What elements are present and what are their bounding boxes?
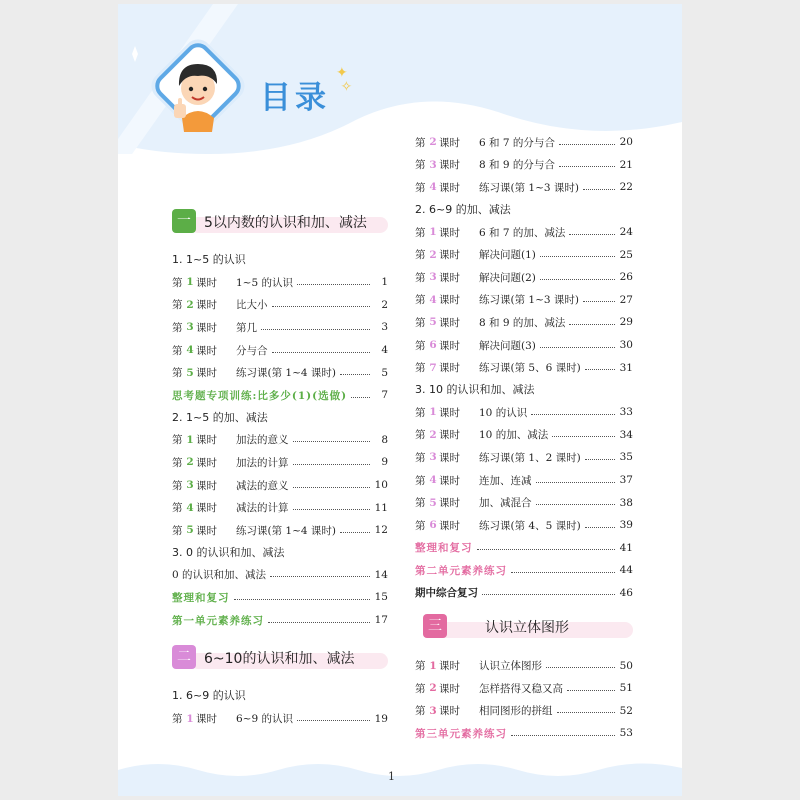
- lesson-number: 2: [429, 428, 437, 441]
- lesson-prefix: 第: [415, 339, 426, 352]
- lesson-row[interactable]: [415, 424, 633, 447]
- lesson-suffix: 课时: [439, 294, 460, 307]
- page-ref: 38: [619, 496, 633, 509]
- lesson-number: 6: [429, 339, 437, 352]
- leader-dots: [297, 720, 370, 721]
- section-heading: 3. 10 的认识和加、减法: [415, 382, 535, 396]
- page-ref: 51: [619, 682, 633, 695]
- page-ref: 24: [619, 226, 633, 239]
- lesson-title: 10 的加、减法: [479, 429, 549, 442]
- lesson-suffix: 课时: [196, 367, 217, 380]
- leader-dots: [557, 712, 616, 713]
- lesson-prefix: 第: [415, 271, 426, 284]
- page-ref: 11: [374, 501, 388, 514]
- unit-3-heading[interactable]: [415, 614, 633, 644]
- lesson-suffix: 课时: [439, 429, 460, 442]
- lesson-title: 1~5 的认识: [236, 276, 293, 289]
- unit-1-heading[interactable]: [172, 209, 388, 239]
- lesson-row[interactable]: [172, 451, 388, 474]
- page-ref: 2: [381, 298, 388, 311]
- lesson-row[interactable]: [415, 311, 633, 334]
- lesson-title: 6~9 的认识: [236, 713, 293, 726]
- lesson-number: 3: [186, 321, 194, 334]
- lesson-suffix: 课时: [439, 497, 460, 510]
- lesson-prefix: 第: [172, 434, 183, 447]
- page-ref: 8: [381, 433, 388, 446]
- lesson-title: 解决问题(1): [479, 249, 536, 262]
- unit-2-title: 6~10的认识和加、减法: [204, 651, 355, 668]
- lesson-suffix: 课时: [439, 519, 460, 532]
- lesson-number: 6: [429, 519, 437, 532]
- leader-dots: [272, 306, 371, 307]
- lesson-title: 相同图形的拼组: [479, 705, 553, 718]
- lesson-prefix: 第: [415, 705, 426, 718]
- page-ref: 30: [619, 339, 633, 352]
- lesson-row[interactable]: [415, 469, 633, 492]
- lesson-suffix: 课时: [196, 276, 217, 289]
- leader-dots: [272, 352, 371, 353]
- lesson-title: 练习课(第 1~4 课时): [236, 367, 337, 380]
- lesson-number: 3: [429, 451, 437, 464]
- lesson-prefix: 第: [415, 660, 426, 673]
- lesson-row[interactable]: [415, 446, 633, 469]
- page-ref: 50: [619, 659, 633, 672]
- lesson-suffix: 课时: [439, 249, 460, 262]
- lesson-row[interactable]: [415, 699, 633, 722]
- lesson-prefix: 第: [172, 299, 183, 312]
- page-ref: 29: [619, 316, 633, 329]
- lesson-prefix: 第: [172, 713, 183, 726]
- lesson-suffix: 课时: [439, 226, 460, 239]
- page-ref: 34: [619, 428, 633, 441]
- leader-dots: [293, 509, 371, 510]
- lesson-title: 解决问题(2): [479, 271, 536, 284]
- page-title: 目录: [260, 80, 330, 116]
- toc-entry[interactable]: 思考题专项训练:比多少(1)(选做) 7: [172, 389, 388, 402]
- lesson-prefix: 第: [415, 316, 426, 329]
- lesson-row[interactable]: [415, 654, 633, 677]
- page-ref: 22: [619, 181, 633, 194]
- boy-thumbs-up-icon: [138, 26, 258, 146]
- lesson-prefix: 第: [415, 249, 426, 262]
- lesson-prefix: 第: [415, 474, 426, 487]
- leader-dots: [567, 690, 615, 691]
- footer-decoration: [118, 756, 682, 796]
- lesson-title: 练习课(第 4、5 课时): [479, 519, 581, 532]
- toc-entry[interactable]: 整理和复习 41: [415, 541, 633, 555]
- lesson-number: 4: [429, 293, 437, 306]
- toc-column-left: [172, 209, 388, 730]
- lesson-number: 5: [429, 496, 437, 509]
- section-heading: 3. 0 的认识和加、减法: [172, 545, 285, 559]
- lesson-suffix: 课时: [439, 406, 460, 419]
- lesson-number: 3: [429, 158, 437, 171]
- lesson-suffix: 课时: [439, 474, 460, 487]
- lesson-title: 连加、连减: [479, 474, 532, 487]
- lesson-prefix: 第: [415, 497, 426, 510]
- lesson-row[interactable]: [415, 221, 633, 244]
- lesson-title: 怎样搭得又稳又高: [479, 682, 563, 695]
- lesson-title: 练习课(第 1~3 课时): [479, 181, 580, 194]
- lesson-prefix: 第: [415, 451, 426, 464]
- leader-dots: [261, 329, 370, 330]
- lesson-row[interactable]: [415, 243, 633, 266]
- lesson-row[interactable]: [172, 316, 388, 339]
- lesson-prefix: 第: [415, 406, 426, 419]
- unit-1-number: 一: [172, 209, 196, 233]
- leader-dots: [540, 279, 615, 280]
- toc-entry[interactable]: 第一单元素养练习 17: [172, 614, 388, 627]
- lesson-title: 6 和 7 的分与合: [479, 136, 555, 149]
- lesson-title: 分与合: [236, 344, 268, 357]
- lesson-prefix: 第: [415, 429, 426, 442]
- lesson-row[interactable]: [172, 429, 388, 452]
- lesson-number: 2: [429, 136, 437, 149]
- lesson-title: 8 和 9 的分与合: [479, 159, 555, 172]
- sparkle-icon: ✦ ✧: [336, 65, 353, 95]
- lesson-number: 3: [429, 271, 437, 284]
- lesson-row[interactable]: [172, 294, 388, 317]
- page-ref: 27: [619, 293, 633, 306]
- page-ref: 19: [374, 712, 388, 725]
- leader-dots: [340, 532, 370, 533]
- lesson-row[interactable]: [415, 266, 633, 289]
- page-ref: 21: [619, 158, 633, 171]
- lesson-row[interactable]: [415, 491, 633, 514]
- leader-dots: [583, 189, 615, 190]
- leader-dots: [540, 256, 615, 257]
- leader-dots: [293, 441, 371, 442]
- lesson-title: 10 的认识: [479, 406, 528, 419]
- lesson-row[interactable]: [415, 356, 633, 379]
- lesson-title: 加法的计算: [236, 456, 289, 469]
- lesson-prefix: 第: [172, 367, 183, 380]
- page-ref: 20: [619, 136, 633, 149]
- lesson-suffix: 课时: [439, 682, 460, 695]
- lesson-title: 6 和 7 的加、减法: [479, 226, 566, 239]
- leader-dots: [293, 464, 371, 465]
- lesson-prefix: 第: [415, 294, 426, 307]
- leader-dots: [559, 144, 615, 145]
- lesson-title: 认识立体图形: [479, 660, 542, 673]
- lesson-suffix: 课时: [196, 434, 217, 447]
- lesson-row[interactable]: [415, 154, 633, 177]
- lesson-prefix: 第: [172, 276, 183, 289]
- unit-1-title: 5以内数的认识和加、减法: [204, 215, 367, 231]
- lesson-row[interactable]: [172, 474, 388, 497]
- page-ref: 39: [619, 519, 633, 532]
- leader-dots: [585, 369, 615, 370]
- leader-dots: [585, 527, 615, 528]
- leader-dots: [531, 414, 615, 415]
- lesson-suffix: 课时: [196, 502, 217, 515]
- leader-dots: [559, 166, 615, 167]
- lesson-suffix: 课时: [439, 316, 460, 329]
- page-ref: 31: [619, 361, 633, 374]
- lesson-suffix: 课时: [439, 339, 460, 352]
- lesson-title: 比大小: [236, 299, 268, 312]
- lesson-suffix: 课时: [196, 299, 217, 312]
- lesson-title: 练习课(第 1、2 课时): [479, 451, 581, 464]
- page-ref: 1: [381, 276, 388, 289]
- section-heading: 2. 1~5 的加、减法: [172, 410, 268, 424]
- lesson-title: 减法的计算: [236, 502, 289, 515]
- section-heading: 2. 6~9 的加、减法: [415, 202, 511, 216]
- toc-entry[interactable]: 第二单元素养练习 44: [415, 564, 633, 577]
- leader-dots: [546, 667, 615, 668]
- lesson-row[interactable]: [172, 496, 388, 519]
- lesson-prefix: 第: [172, 456, 183, 469]
- lesson-number: 3: [186, 479, 194, 492]
- lesson-prefix: 第: [415, 362, 426, 375]
- lesson-title: 练习课(第 1~4 课时): [236, 524, 337, 537]
- lesson-suffix: 课时: [439, 271, 460, 284]
- lesson-row[interactable]: [415, 131, 633, 154]
- unit-3-title: 认识立体图形: [485, 620, 569, 637]
- lesson-prefix: 第: [172, 479, 183, 492]
- toc-entry[interactable]: 0 的认识和加、减法 14: [172, 568, 388, 582]
- lesson-suffix: 课时: [439, 705, 460, 718]
- page-ref: 35: [619, 451, 633, 464]
- page-ref: 26: [619, 271, 633, 284]
- page-ref: 12: [374, 524, 388, 537]
- lesson-number: 4: [186, 344, 194, 357]
- lesson-suffix: 课时: [439, 159, 460, 172]
- page-ref: 10: [374, 479, 388, 492]
- leader-dots: [552, 436, 615, 437]
- leader-dots: [569, 324, 615, 325]
- leader-dots: [583, 301, 615, 302]
- lesson-row[interactable]: [415, 677, 633, 700]
- page-ref: 5: [381, 366, 388, 379]
- page-ref: 3: [381, 321, 388, 334]
- section-heading: 1. 6~9 的认识: [172, 689, 246, 703]
- lesson-row[interactable]: [172, 361, 388, 384]
- lesson-prefix: 第: [415, 682, 426, 695]
- lesson-number: 4: [429, 181, 437, 194]
- lesson-title: 减法的意义: [236, 479, 289, 492]
- lesson-title: 练习课(第 5、6 课时): [479, 362, 581, 375]
- lesson-number: 2: [429, 248, 437, 261]
- lesson-row[interactable]: [415, 176, 633, 199]
- lesson-prefix: 第: [415, 181, 426, 194]
- lesson-suffix: 课时: [439, 362, 460, 375]
- lesson-suffix: 课时: [196, 321, 217, 334]
- lesson-suffix: 课时: [439, 136, 460, 149]
- lesson-title: 加法的意义: [236, 434, 289, 447]
- lesson-suffix: 课时: [196, 524, 217, 537]
- leader-dots: [297, 284, 370, 285]
- page-ref: 52: [619, 704, 633, 717]
- lesson-suffix: 课时: [196, 479, 217, 492]
- lesson-row[interactable]: [415, 334, 633, 357]
- leader-dots: [585, 459, 615, 460]
- lesson-number: 4: [186, 501, 194, 514]
- lesson-row[interactable]: [415, 514, 633, 537]
- lesson-prefix: 第: [415, 136, 426, 149]
- toc-page: [118, 4, 682, 796]
- lesson-number: 1: [429, 406, 437, 419]
- toc-column-right: [415, 131, 633, 745]
- lesson-title: 解决问题(3): [479, 339, 536, 352]
- page-ref: 37: [619, 474, 633, 487]
- lesson-suffix: 课时: [439, 181, 460, 194]
- lesson-title: 练习课(第 1~3 课时): [479, 294, 580, 307]
- lesson-row[interactable]: [172, 519, 388, 542]
- leader-dots: [293, 487, 371, 488]
- lesson-prefix: 第: [415, 226, 426, 239]
- lesson-suffix: 课时: [439, 451, 460, 464]
- lesson-number: 1: [186, 433, 194, 446]
- lesson-number: 1: [429, 226, 437, 239]
- section-heading: 1. 1~5 的认识: [172, 253, 246, 266]
- lesson-number: 1: [186, 276, 194, 289]
- lesson-title: 第几: [236, 321, 257, 334]
- lesson-suffix: 课时: [196, 344, 217, 357]
- page-ref: 9: [381, 456, 388, 469]
- leader-dots: [340, 374, 370, 375]
- lesson-number: 2: [186, 298, 194, 311]
- lesson-number: 1: [429, 659, 437, 672]
- unit-2-number: 二: [172, 645, 196, 669]
- lesson-title: 加、减混合: [479, 497, 532, 510]
- page-ref: 25: [619, 248, 633, 261]
- lesson-row[interactable]: [415, 289, 633, 312]
- lesson-title: 8 和 9 的加、减法: [479, 316, 566, 329]
- lesson-suffix: 课时: [196, 456, 217, 469]
- lesson-number: 2: [429, 682, 437, 695]
- lesson-number: 7: [429, 361, 437, 374]
- lesson-number: 5: [186, 366, 194, 379]
- lesson-prefix: 第: [415, 519, 426, 532]
- leader-dots: [540, 347, 615, 348]
- lesson-row[interactable]: [172, 707, 388, 730]
- lesson-number: 1: [186, 712, 194, 725]
- leader-dots: [569, 234, 615, 235]
- toc-entry[interactable]: 第三单元素养练习 53: [415, 727, 633, 740]
- lesson-number: 2: [186, 456, 194, 469]
- lesson-number: 3: [429, 704, 437, 717]
- unit-3-number: 三: [423, 614, 447, 638]
- leader-dots: [536, 482, 616, 483]
- lesson-number: 5: [429, 316, 437, 329]
- toc-entry[interactable]: 整理和复习 15: [172, 591, 388, 604]
- lesson-number: 4: [429, 474, 437, 487]
- page-ref: 33: [619, 406, 633, 419]
- lesson-number: 5: [186, 524, 194, 537]
- lesson-row[interactable]: [172, 271, 388, 294]
- lesson-suffix: 课时: [196, 713, 217, 726]
- lesson-prefix: 第: [172, 524, 183, 537]
- unit-2-heading[interactable]: [172, 645, 388, 675]
- lesson-prefix: 第: [415, 159, 426, 172]
- lesson-suffix: 课时: [439, 660, 460, 673]
- toc-entry[interactable]: 期中综合复习 46: [415, 586, 633, 600]
- lesson-prefix: 第: [172, 502, 183, 515]
- lesson-prefix: 第: [172, 321, 183, 334]
- lesson-row[interactable]: [172, 339, 388, 362]
- lesson-row[interactable]: [415, 401, 633, 424]
- leader-dots: [536, 504, 616, 505]
- page-number: 1: [388, 770, 395, 783]
- page-ref: 4: [381, 344, 388, 357]
- lesson-prefix: 第: [172, 344, 183, 357]
